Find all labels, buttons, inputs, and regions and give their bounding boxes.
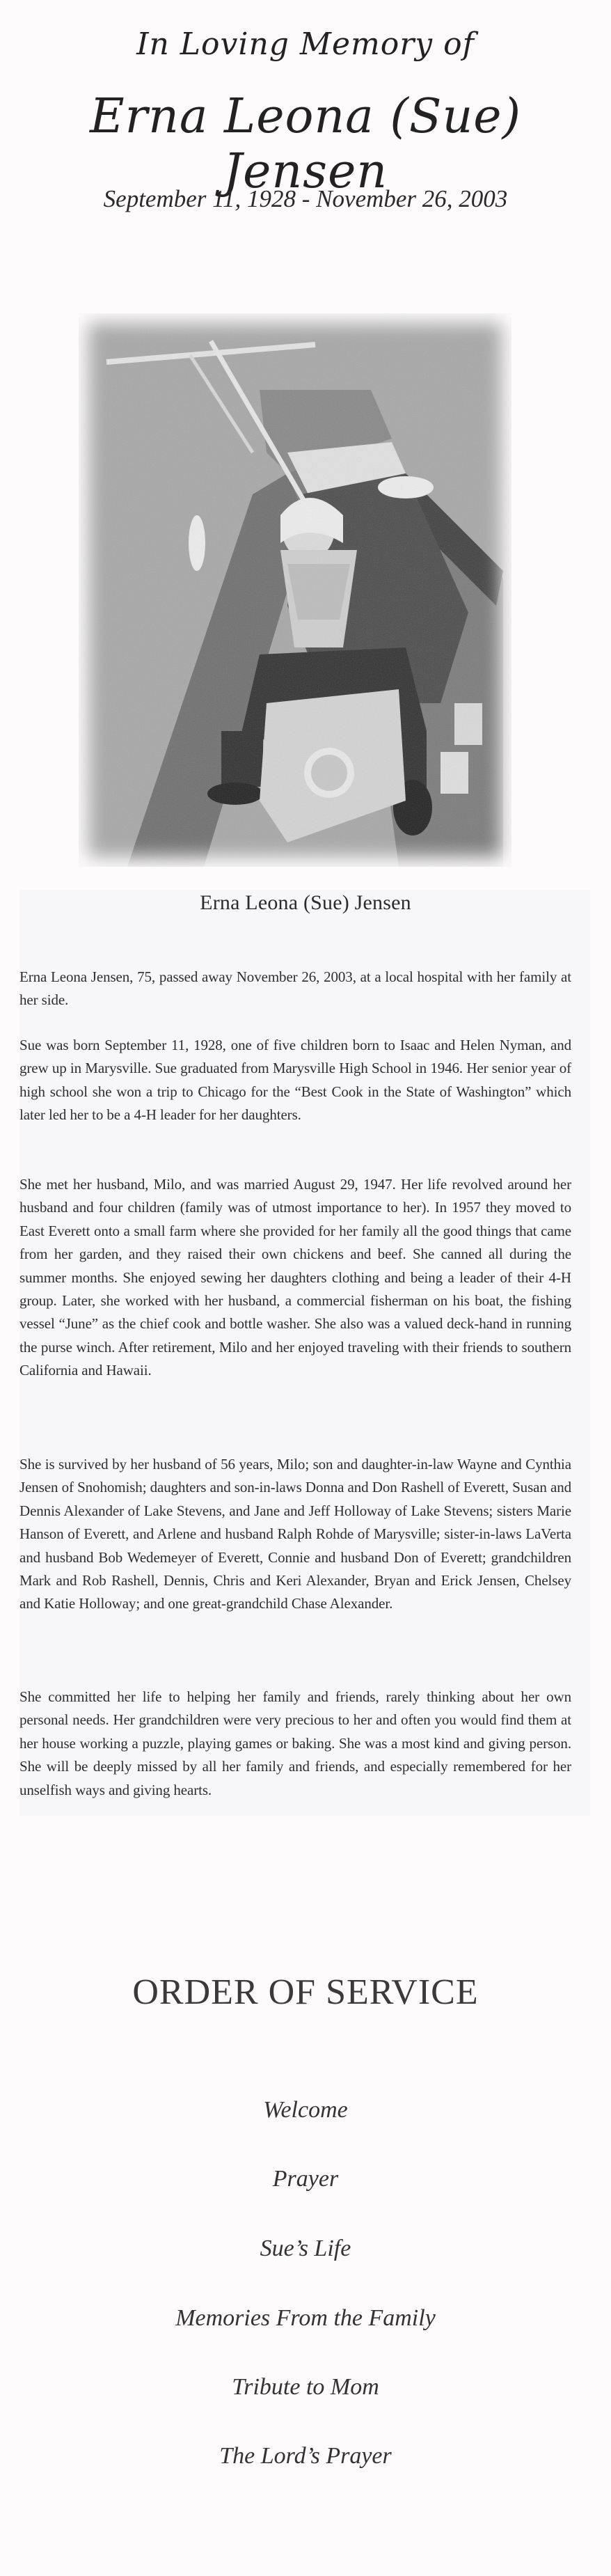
photo-of-woman-on-boat-icon — [79, 313, 511, 867]
service-item-prayer: Prayer — [272, 2166, 339, 2192]
order-of-service-title: ORDER OF SERVICE — [132, 1972, 479, 2012]
service-item-lords-prayer: The Lord’s Prayer — [219, 2443, 392, 2469]
obituary-paragraph: She committed her life to helping her family and friends, rarely thinking about her own personal needs. Her grandchildren were very precious to her and often you would find them at her house working a puzzle, playing games or baking. She was a most kind and giving person. She will be deeply missed by all her family and friends, and especially remembered for her unselfish ways and giving hearts. — [19, 1688, 571, 1798]
obituary-heading: Erna Leona (Sue) Jensen — [200, 891, 411, 914]
obituary-paragraph: Erna Leona Jensen, 75, passed away November 26, 2003, at a local hospital with her family at her side. — [19, 968, 571, 1009]
memorial-photo — [79, 313, 511, 867]
service-item-welcome: Welcome — [263, 2097, 348, 2123]
in-loving-memory-heading: In Loving Memory of — [136, 26, 475, 62]
service-item-tribute: Tribute to Mom — [232, 2374, 379, 2400]
life-dates: September 11, 1928 - November 26, 2003 — [103, 185, 508, 212]
deceased-name-title: Erna Leona (Sue) Jensen — [89, 89, 522, 199]
obituary-paragraph: She is survived by her husband of 56 years, Milo; son and daughter-in-law Wayne and Cynthia Jensen of Snohomish; daughters and son-in-laws Donna and Don Rashell of Everett, Susan and Dennis Alexander of Lake Stevens, and Jane and Jeff Holloway of Lake Stevens; sisters Marie Hanson of Everett, and Arlene and husband Ralph Rohde of Marysville; sister-in-laws LaVerta and husband Bob Wedemeyer of Everett, Connie and husband Don of Everett; grandchildren Mark and Rob Rashell, Dennis, Chris and Keri Alexander, Bryan and Erick Jensen, Chelsey and Katie Holloway; and one great-grandchild Chase Alexander. — [19, 1456, 571, 1612]
service-item-sues-life: Sue’s Life — [260, 2236, 351, 2261]
obituary-paragraph: She met her husband, Milo, and was married August 29, 1947. Her life revolved around her husband and four children (family was of utmost importance to her). In 1957 they moved to East Everett onto a small farm where she provided for her family all the good things that came from her garden, and they raised their own chickens and beef. She canned all during the summer months. She enjoyed sewing her daughters clothing and being a leader of their 4-H group. Later, she worked with her husband, a commercial fisherman on his boat, the fishing vessel “June” as the chief cook and bottle washer. She also was a valued deck-hand in running the purse winch. After retirement, Milo and her enjoyed traveling with their friends to southern California and Hawaii. — [19, 1176, 571, 1379]
service-item-memories: Memories From the Family — [175, 2305, 436, 2331]
obituary-paragraph: Sue was born September 11, 1928, one of five children born to Isaac and Helen Nyman, and grew up in Marysville. Sue graduated from Marysville High School in 1946. Her senior year of high school she won a trip to Chicago for the “Best Cook in the State of Washington” which later led her to be a 4-H leader for her daughters. — [19, 1037, 571, 1124]
